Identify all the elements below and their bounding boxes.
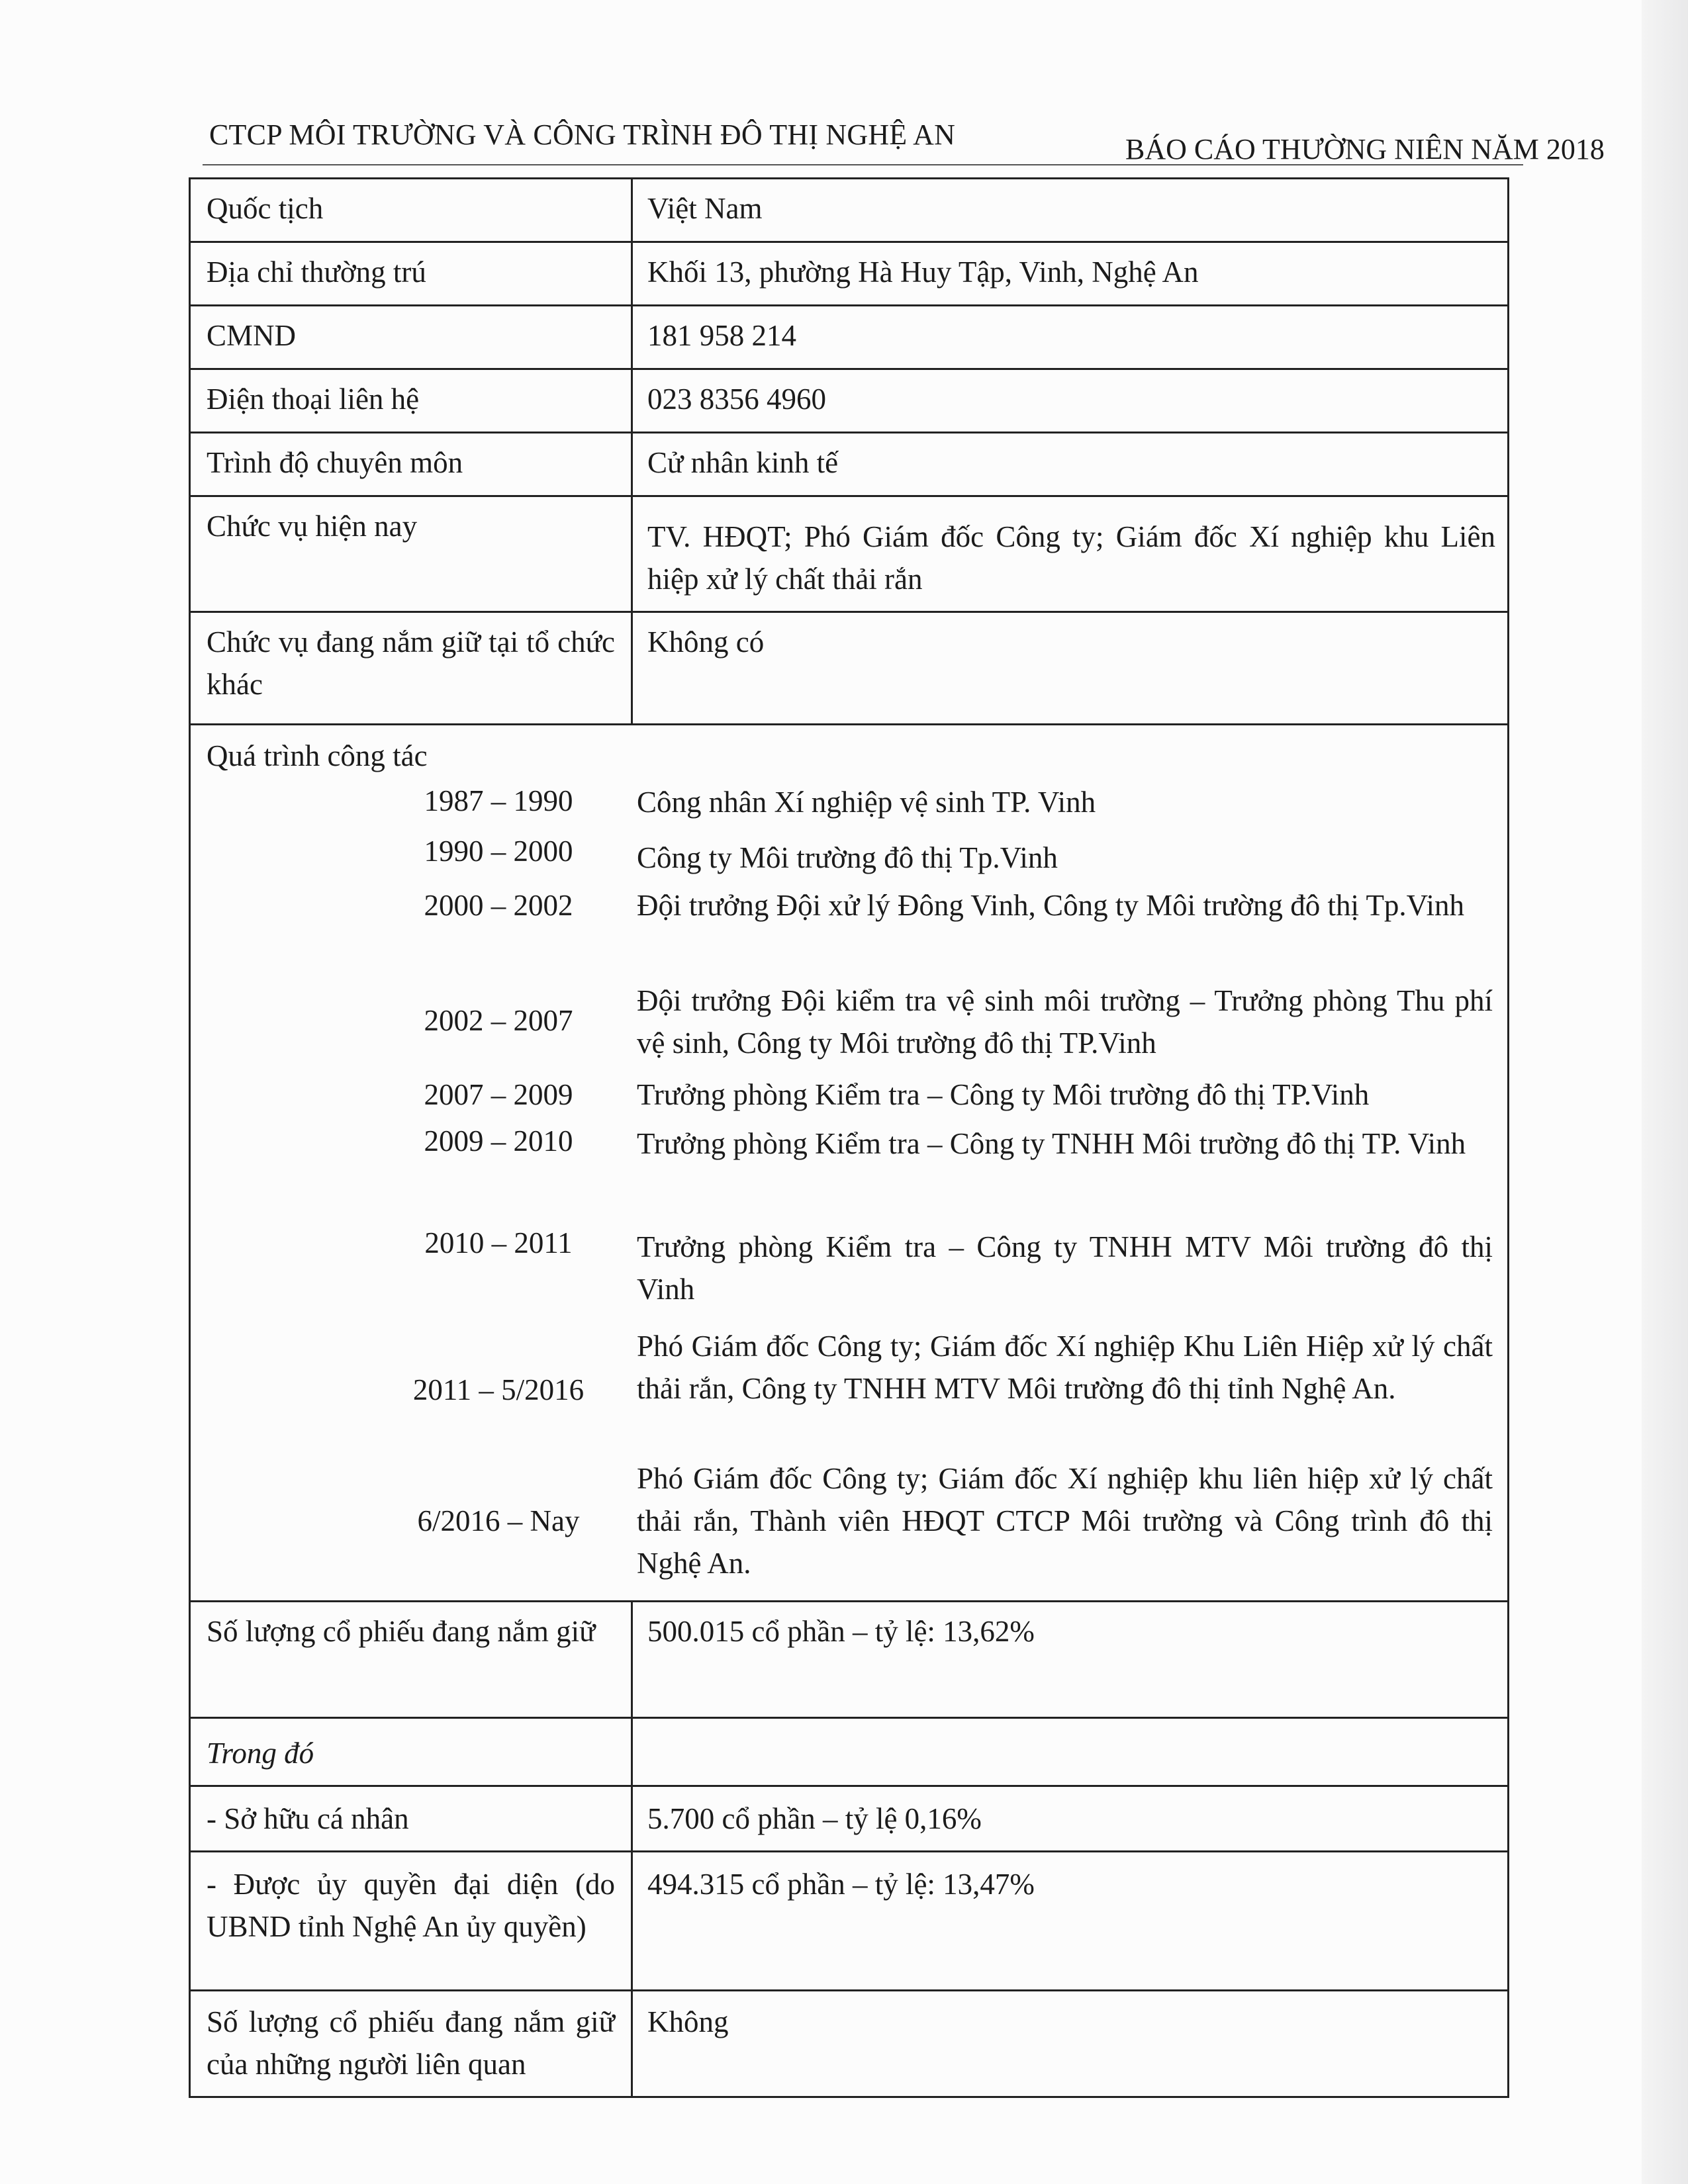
table-row: [190, 612, 1509, 725]
row-value-address: Khối 13, phường Hà Huy Tập, Vinh, Nghệ An: [632, 242, 1509, 306]
row-label-other-positions: Chức vụ đang nắm giữ tại tổ chức khác: [190, 612, 632, 725]
work-history-entry: [207, 1073, 1493, 1120]
work-period: 1987 – 1990: [424, 784, 573, 817]
row-value-nationality: Việt Nam: [632, 179, 1509, 242]
row-value-current-position: TV. HĐQT; Phó Giám đốc Công ty; Giám đốc Xí nghiệp khu Liên hiệp xử lý chất thải rắn: [632, 496, 1509, 612]
work-description: Phó Giám đốc Công ty; Giám đốc Xí nghiệp Khu Liên Hiệp xử lý chất thải rắn, Công ty TNHH MTV Môi trường đô thị tỉnh Nghệ An.: [637, 1330, 1493, 1405]
table-row-work-history: [190, 725, 1509, 1602]
work-period: 6/2016 – Nay: [417, 1504, 580, 1537]
row-label-of-which: Trong đó: [190, 1718, 632, 1786]
row-value-personal-ownership: 5.700 cổ phần – tỷ lệ 0,16%: [632, 1786, 1509, 1852]
row-label-authorized-representation: - Được ủy quyền đại diện (do UBND tỉnh Nghệ An ủy quyền): [190, 1852, 632, 1991]
work-history-entry: [207, 1120, 1493, 1219]
row-value-id-card: 181 958 214: [632, 306, 1509, 369]
header-divider: [203, 164, 1523, 165]
work-history-cell: [190, 725, 1509, 1602]
row-label-phone: Điện thoại liên hệ: [190, 369, 632, 433]
scan-edge-shadow: [1642, 0, 1688, 2184]
row-label-qualification: Trình độ chuyên môn: [190, 433, 632, 496]
table-row: [190, 1991, 1509, 2097]
row-value-shares-held: 500.015 cổ phần – tỷ lệ: 13,62%: [632, 1602, 1509, 1718]
header-report-title: BÁO CÁO THƯỜNG NIÊN NĂM 2018: [1125, 133, 1605, 165]
row-label-personal-ownership: - Sở hữu cá nhân: [190, 1786, 632, 1852]
personal-info-table: [189, 177, 1509, 2098]
work-period: 2011 – 5/2016: [412, 1373, 585, 1406]
work-period: 2000 – 2002: [424, 889, 573, 922]
table-row: [190, 433, 1509, 496]
work-description: Trưởng phòng Kiểm tra – Công ty Môi trường đô thị TP.Vinh: [637, 1078, 1370, 1111]
work-history-entry: [207, 830, 1493, 883]
work-history-entry: [207, 1318, 1493, 1455]
work-history-entry: [207, 780, 1493, 830]
row-value-qualification: Cử nhân kinh tế: [632, 433, 1509, 496]
table-row: [190, 179, 1509, 242]
work-description: Đội trưởng Đội kiểm tra vệ sinh môi trường – Trưởng phòng Thu phí vệ sinh, Công ty Môi trường đô thị TP.Vinh: [637, 984, 1493, 1060]
header-company-name: CTCP MÔI TRƯỜNG VÀ CÔNG TRÌNH ĐÔ THỊ NGHỆ AN: [209, 118, 956, 151]
work-history-title: Quá trình công tác: [207, 739, 428, 772]
work-history-entry: [207, 979, 1493, 1073]
table-row: [190, 1786, 1509, 1852]
work-description: Trưởng phòng Kiểm tra – Công ty TNHH Môi trường đô thị TP. Vinh: [637, 1127, 1466, 1160]
table-row: [190, 1852, 1509, 1991]
row-label-related-persons-shares: Số lượng cổ phiếu đang nắm giữ của những người liên quan: [190, 1991, 632, 2097]
work-history-entry: [207, 1219, 1493, 1318]
work-period: 1990 – 2000: [424, 835, 573, 868]
row-label-id-card: CMND: [190, 306, 632, 369]
table-row: [190, 306, 1509, 369]
row-value-other-positions: Không có: [632, 612, 1509, 725]
work-period: 2002 – 2007: [424, 1004, 573, 1037]
row-value-related-persons-shares: Không: [632, 1991, 1509, 2097]
row-value-phone: 023 8356 4960: [632, 369, 1509, 433]
row-label-address: Địa chỉ thường trú: [190, 242, 632, 306]
work-description: Công nhân Xí nghiệp vệ sinh TP. Vinh: [637, 786, 1096, 819]
table-row: [190, 369, 1509, 433]
work-description: Phó Giám đốc Công ty; Giám đốc Xí nghiệp khu liên hiệp xử lý chất thải rắn, Thành viên HĐQT CTCP Môi trường và Công trình đô thị Nghệ An.: [637, 1462, 1493, 1580]
work-history-entry: [207, 883, 1493, 979]
table-row: [190, 242, 1509, 306]
row-label-nationality: Quốc tịch: [190, 179, 632, 242]
work-period: 2007 – 2009: [424, 1078, 573, 1111]
table-row: [190, 496, 1509, 612]
row-label-current-position: Chức vụ hiện nay: [190, 496, 632, 612]
work-history-entry: [207, 1455, 1493, 1591]
work-description: Đội trưởng Đội xử lý Đông Vinh, Công ty Môi trường đô thị Tp.Vinh: [637, 889, 1464, 922]
work-period: 2010 – 2011: [424, 1226, 573, 1259]
work-period: 2009 – 2010: [424, 1124, 573, 1158]
table-row: [190, 1602, 1509, 1718]
row-value-authorized-representation: 494.315 cổ phần – tỷ lệ: 13,47%: [632, 1852, 1509, 1991]
row-value-of-which-empty: [632, 1718, 1509, 1786]
work-description: Trưởng phòng Kiểm tra – Công ty TNHH MTV Môi trường đô thị Vinh: [637, 1230, 1493, 1306]
row-label-shares-held: Số lượng cổ phiếu đang nắm giữ: [190, 1602, 632, 1718]
table-row: [190, 1718, 1509, 1786]
work-description: Công ty Môi trường đô thị Tp.Vinh: [637, 841, 1058, 874]
